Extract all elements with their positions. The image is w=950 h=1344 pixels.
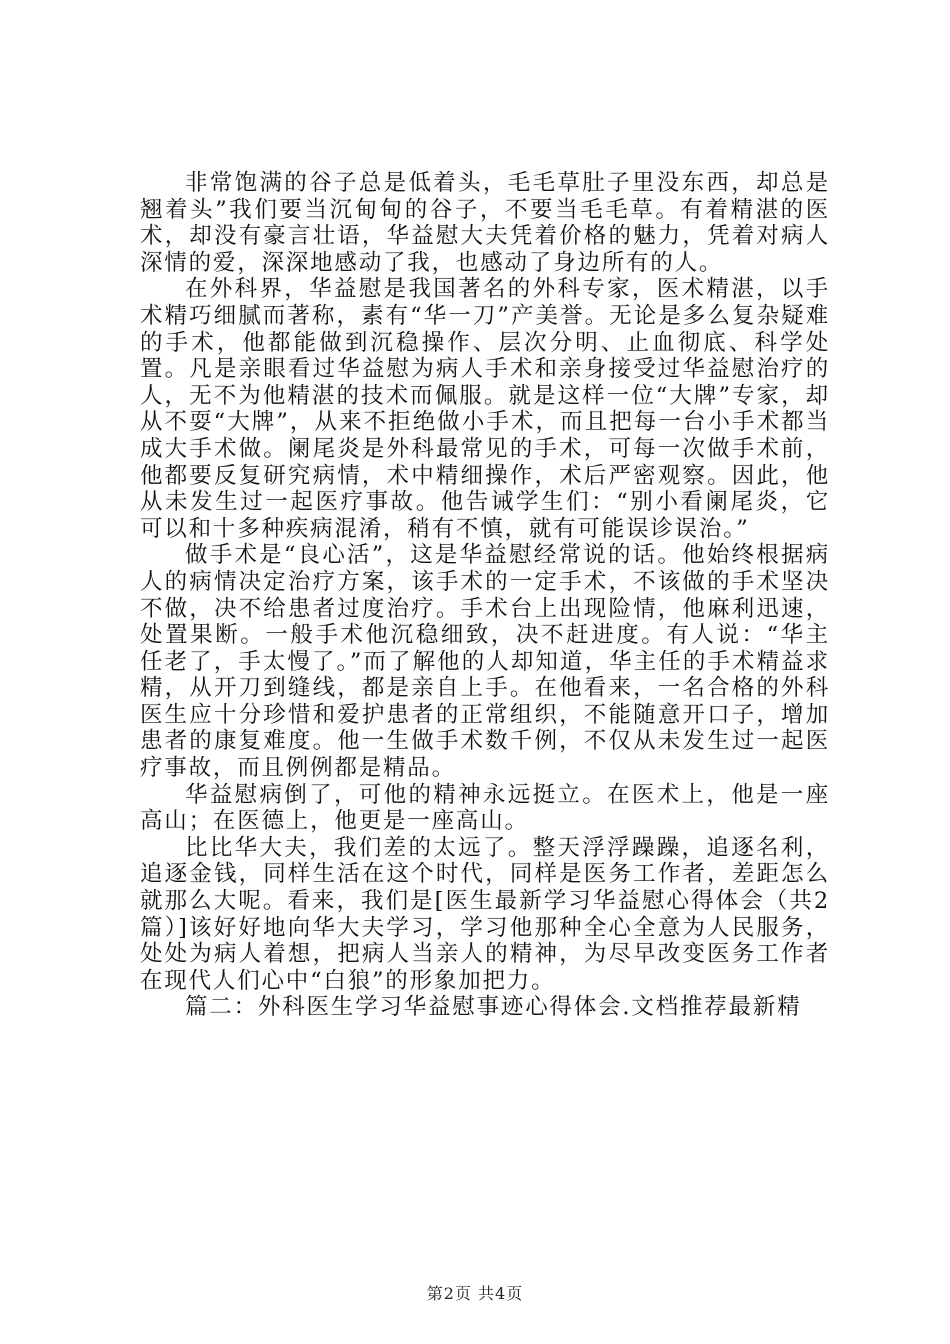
paragraph-4: 华益慰病倒了，可他的精神永远挺立。在医术上，他是一座高山；在医德上，他更是一座高山。 — [140, 781, 830, 835]
paragraph-2: 在外科界，华益慰是我国著名的外科专家，医术精湛，以手术精巧细腻而著称，素有“华一刀”产美誉。无论是多么复杂疑难的手术，他都能做到沉稳操作、层次分明、止血彻底、科学处置。凡是亲眼看过华益慰为病人手术和亲身接受过华益慰治疗的人，无不为他精湛的技术而佩服。就是这样一位“大牌”专家，却从不耍“大牌”，从来不拒绝做小手术，而且把每一台小手术都当成大手术做。阑尾炎是外科最常见的手术，可每一次做手术前，他都要反复研究病情，术中精细操作，术后严密观察。因此，他从未发生过一起医疗事故。他告诫学生们：“别小看阑尾炎，它可以和十多种疾病混淆，稍有不慎，就有可能误诊误治。” — [140, 276, 830, 542]
paragraph-3: 做手术是“良心活”，这是华益慰经常说的话。他始终根据病人的病情决定治疗方案，该手术的一定手术，不该做的手术坚决不做，决不给患者过度治疗。手术台上出现险情，他麻利迅速，处置果断。一般手术他沉稳细致，决不赶进度。有人说：“华主任老了，手太慢了。”而了解他的人却知道，华主任的手术精益求精，从开刀到缝线，都是亲自上手。在他看来，一名合格的外科医生应十分珍惜和爱护患者的正常组织，不能随意开口子，增加患者的康复难度。他一生做手术数千例，不仅从未发生过一起医疗事故，而且例例都是精品。 — [140, 542, 830, 782]
document-body — [140, 170, 830, 1021]
paragraph-6: 篇二：外科医生学习华益慰事迹心得体会.文档推荐最新精 — [185, 994, 802, 1021]
page-number-footer: 第2页 共4页 — [426, 1284, 524, 1303]
paragraph-1: 非常饱满的谷子总是低着头，毛毛草肚子里没东西，却总是翘着头”我们要当沉甸甸的谷子，不要当毛毛草。有着精湛的医术，却没有豪言壮语，华益慰大夫凭着价格的魅力，凭着对病人深情的爱，深深地感动了我，也感动了身边所有的人。 — [140, 170, 830, 276]
paragraph-5: 比比华大夫，我们差的太远了。整天浮浮躁躁，追逐名利，追逐金钱，同样生活在这个时代，同样是医务工作者，差距怎么就那么大呢。看来，我们是[医生最新学习华益慰心得体会（共2篇）]该好好地向华大夫学习，学习他那种全心全意为人民服务，处处为病人着想，把病人当亲人的精神，为尽早改变医务工作者在现代人们心中“白狼”的形象加把力。 — [140, 834, 830, 994]
